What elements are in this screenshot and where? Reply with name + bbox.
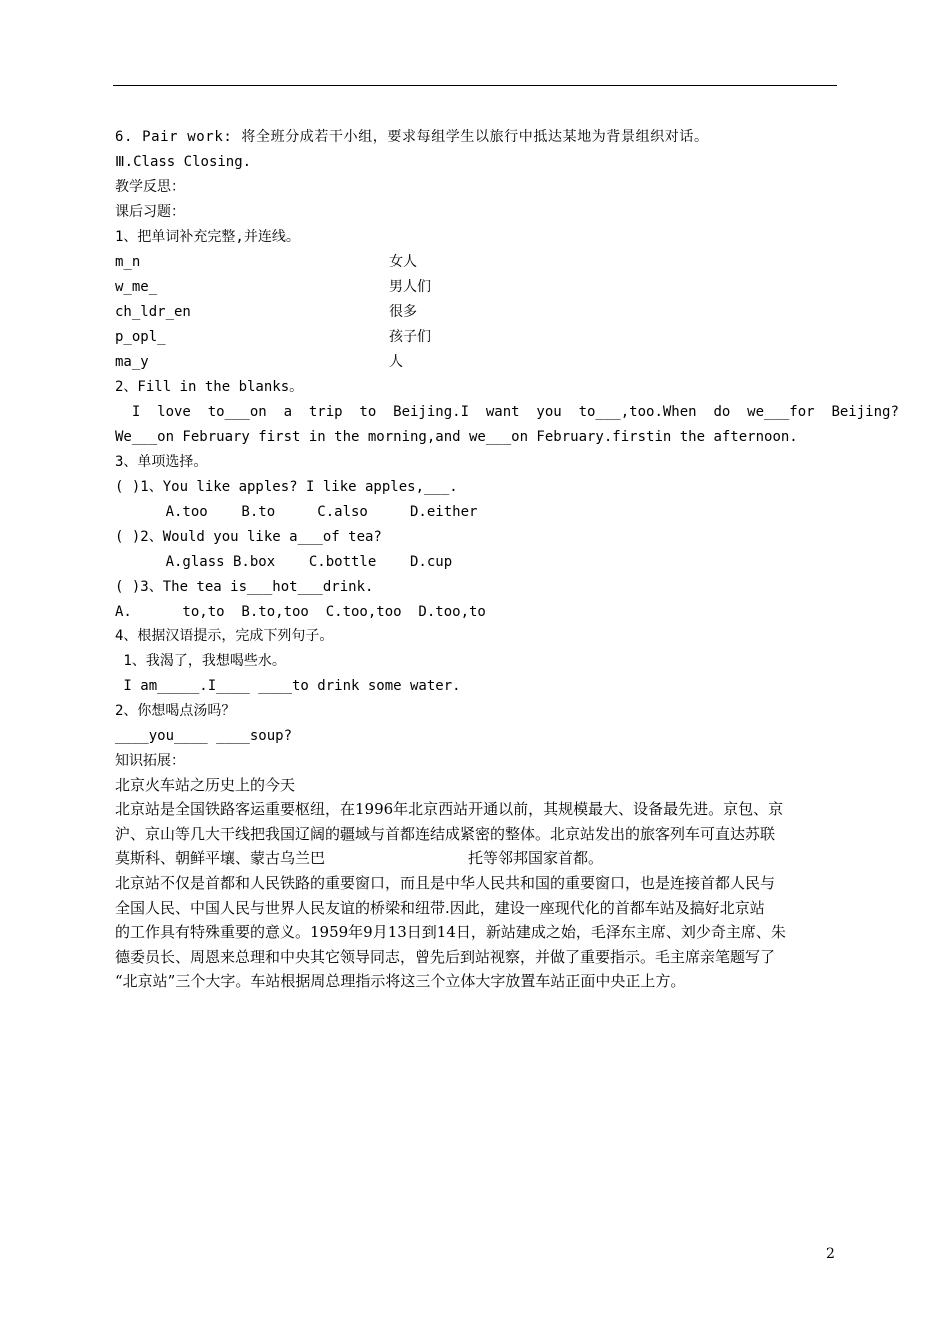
paragraph-line: “北京站”三个大字。车站根据周总理指示将这三个立体大字放置车站正面中央正上方。 [115,972,686,990]
paragraph-line: 的工作具有特殊重要的意义。1959年9月13日到14日，新站建成之始，毛泽东主席、刘少奇主席、朱 [115,923,786,941]
question-1-title: 1、把单词补充完整,并连线。 [115,229,300,245]
question-2-line-1: I love to___on a trip to Beijing.I want you to___,too.When do we___for Beijing? [115,404,899,420]
question-4-2-english: ____you____ ____soup? [115,728,293,744]
matching-word: ch_ldr_en [115,304,191,320]
homework-heading: 课后习题： [115,204,185,220]
paragraph-line: 沪、京山等几大干线把我国辽阔的疆域与首都连结成紧密的整体。北京站发出的旅客列车可直达苏联 [115,824,776,843]
pair-work-line: 6. Pair work: 将全班分成若干小组，要求每组学生以旅行中抵达某地为背景组织对话。 [115,129,709,145]
matching-word: w_me_ [115,279,158,295]
paragraph-line: 北京站不仅是首都和人民铁路的重要窗口，而且是中华人民共和国的重要窗口，也是连接首都人民与 [115,874,776,892]
matching-meaning: 女人 [389,254,417,270]
matching-meaning: 孩子们 [389,329,431,345]
matching-row [115,277,431,297]
extension-heading: 知识拓展： [115,753,185,769]
question-3-3: ( )3、The tea is___hot___drink. [115,579,374,595]
paragraph-line: 全国人民、中国人民与世界人民友谊的桥梁和纽带.因此，建设一座现代化的首都车站及搞好北京站 [115,898,765,917]
article-paragraph-1 [115,797,837,871]
matching-meaning: 人 [389,354,403,370]
question-4-1-english: I am_____.I____ ____to drink some water. [115,678,461,694]
paragraph-line: 莫斯科、朝鲜平壤、蒙古乌兰巴 托等邻邦国家首都。 [115,849,604,867]
matching-row [115,252,417,272]
reflection-heading: 教学反思： [115,179,185,195]
matching-row [115,352,403,372]
page-number: 2 [826,1246,835,1262]
header-rule [113,85,837,86]
matching-row [115,302,417,322]
matching-row [115,327,431,347]
question-3-2: ( )2、Would you like a___of tea? [115,529,382,545]
matching-meaning: 男人们 [389,279,431,295]
matching-meaning: 很多 [389,304,417,320]
article-title: 北京火车站之历史上的今天 [115,776,296,794]
question-3-1-options: A.too B.to C.also D.either [115,504,478,520]
matching-word: ma_y [115,354,149,370]
question-3-1: ( )1、You like apples? I like apples,___. [115,479,458,495]
matching-word: m_n [115,254,141,270]
class-closing-line: Ⅲ.Class Closing. [115,154,252,170]
paragraph-line: 北京站是全国铁路客运重要枢纽，在1996年北京西站开通以前，其规模最大、设备最先进。京包、京 [115,800,784,818]
question-4-1-chinese: 1、我渴了，我想喝些水。 [115,653,286,669]
matching-word: p_opl_ [115,329,166,345]
question-3-2-options: A.glass B.box C.bottle D.cup [115,554,453,570]
question-3-title: 3、单项选择。 [115,454,208,470]
question-2-line-2: We___on February first in the morning,and we___on February.firstin the afternoon. [115,429,798,445]
question-4-2-chinese: 2、你想喝点汤吗？ [115,703,236,719]
question-4-title: 4、根据汉语提示，完成下列句子。 [115,628,334,644]
question-3-3-options: A. to,to B.to,too C.too,too D.too,to [115,604,486,620]
paragraph-line: 德委员长、周恩来总理和中央其它领导同志，曾先后到站视察，并做了重要指示。毛主席亲笔题写了 [115,947,776,966]
question-2-title: 2、Fill in the blanks。 [115,379,304,395]
article-paragraph-2 [115,871,837,994]
